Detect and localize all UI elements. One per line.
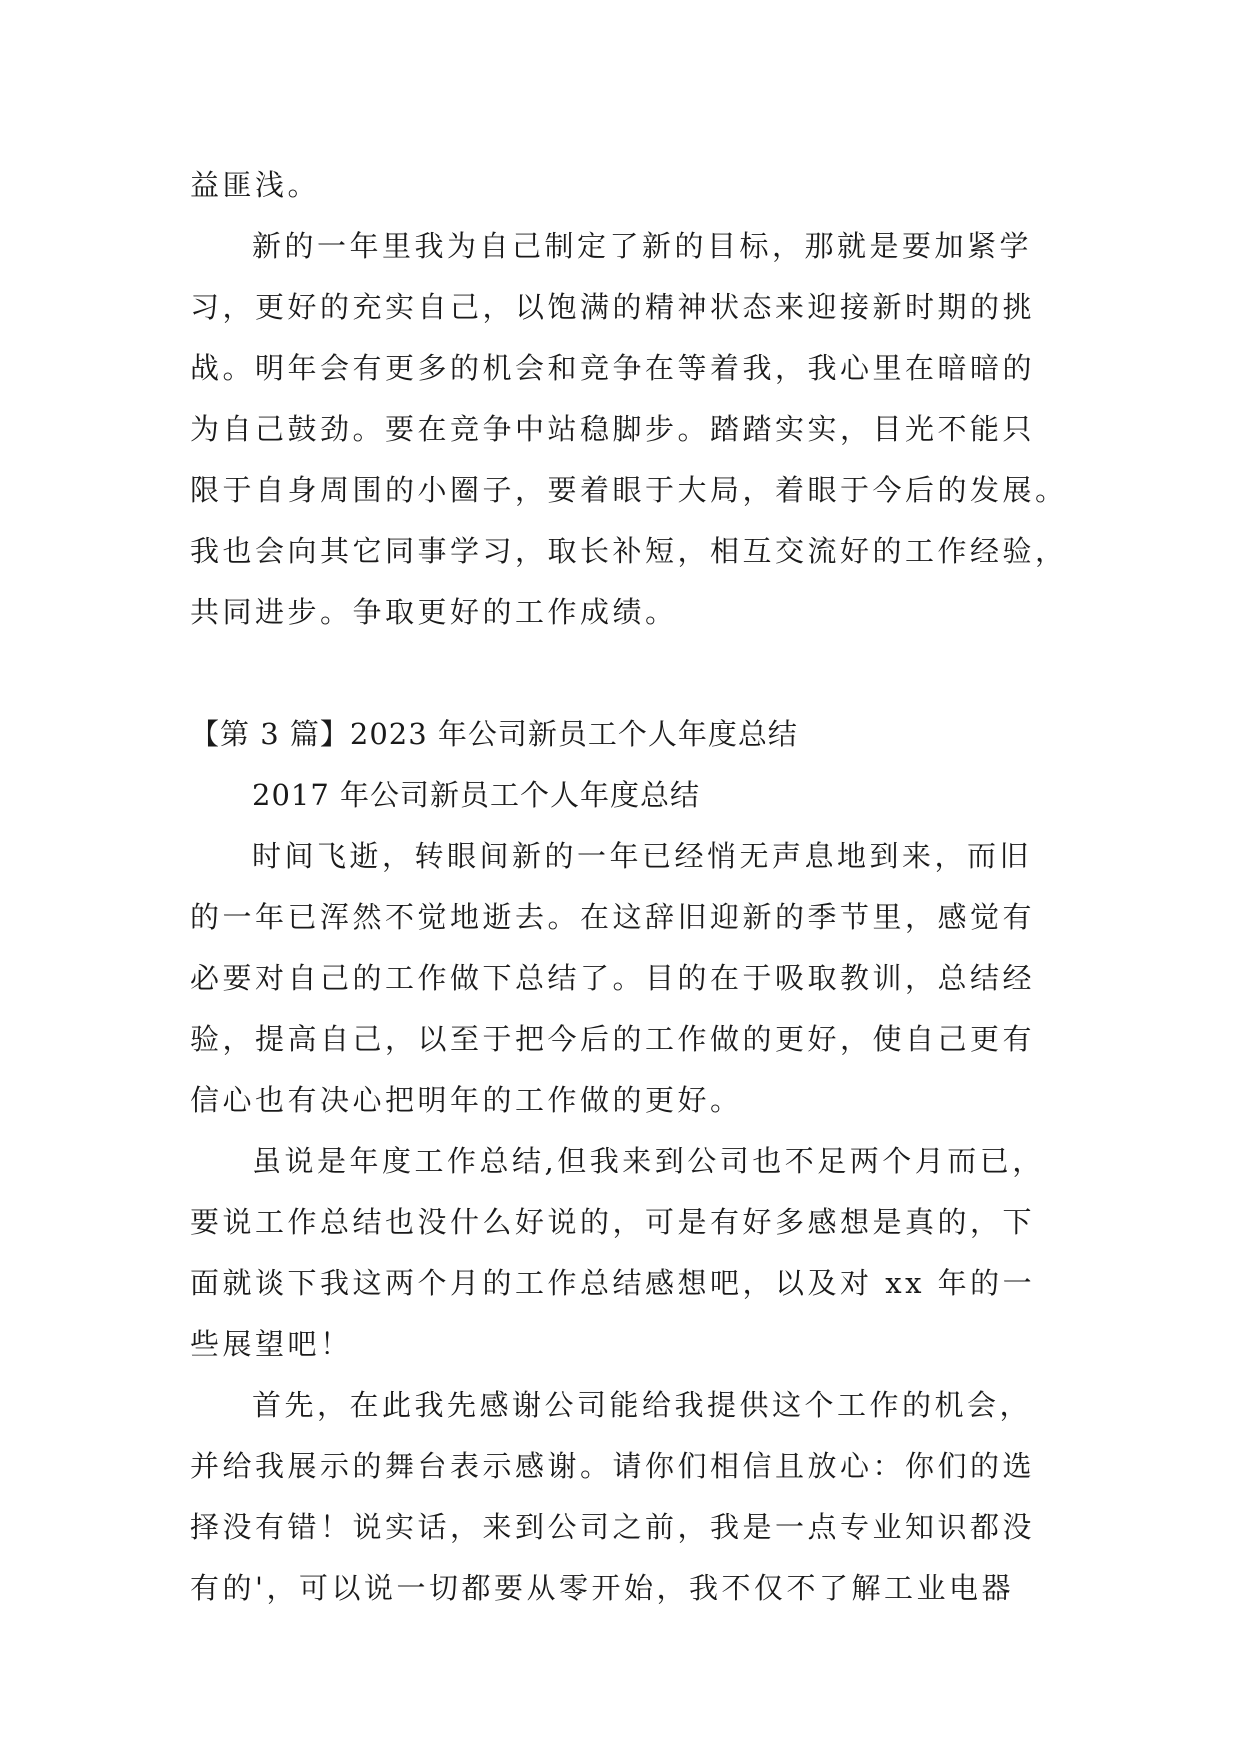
text-line: 有的'，可以说一切都要从零开始，我不仅不了解工业电器 [190, 1571, 1014, 1605]
blank-line [190, 643, 1052, 704]
text-line: 信心也有决心把明年的工作做的更好。 [190, 1083, 743, 1117]
text-line: 面就谈下我这两个月的工作总结感想吧，以及对 xx 年的一 [190, 1266, 1036, 1300]
text-line: 益匪浅。 [190, 168, 321, 202]
text-line: 验，提高自己，以至于把今后的工作做的更好，使自己更有 [190, 1022, 1036, 1056]
text-line: 择没有错！说实话，来到公司之前，我是一点专业知识都没 [190, 1510, 1036, 1544]
text-line: 些展望吧！ [190, 1327, 353, 1361]
text-line: 必要对自己的工作做下总结了。目的在于吸取教训，总结经 [190, 961, 1036, 995]
text-line: 为自己鼓劲。要在竞争中站稳脚步。踏踏实实，目光不能只 [190, 412, 1036, 446]
text-line: 共同进步。争取更好的工作成绩。 [190, 595, 678, 629]
text-line: 我也会向其它同事学习，取长补短，相互交流好的工作经验， [190, 534, 1068, 568]
document-subtitle: 2017 年公司新员工个人年度总结 [252, 778, 701, 812]
text-line: 限于自身周围的小圈子，要着眼于大局，着眼于今后的发展。 [190, 473, 1068, 507]
paragraph-start-line: 虽说是年度工作总结,但我来到公司也不足两个月而已， [252, 1144, 1045, 1178]
section-heading: 【第 3 篇】2023 年公司新员工个人年度总结 [190, 717, 798, 751]
document-body [190, 155, 1068, 1619]
text-line: 要说工作总结也没什么好说的，可是有好多感想是真的，下 [190, 1205, 1036, 1239]
text-line: 战。明年会有更多的机会和竞争在等着我，我心里在暗暗的 [190, 351, 1036, 385]
paragraph-start-line: 首先，在此我先感谢公司能给我提供这个工作的机会， [252, 1388, 1033, 1422]
text-line: 并给我展示的舞台表示感谢。请你们相信且放心：你们的选 [190, 1449, 1036, 1483]
paragraph-start-line: 新的一年里我为自己制定了新的目标，那就是要加紧学 [252, 229, 1033, 263]
text-line: 的一年已浑然不觉地逝去。在这辞旧迎新的季节里，感觉有 [190, 900, 1036, 934]
paragraph-start-line: 时间飞逝，转眼间新的一年已经悄无声息地到来，而旧 [252, 839, 1033, 873]
text-line: 习，更好的充实自己，以饱满的精神状态来迎接新时期的挑 [190, 290, 1036, 324]
